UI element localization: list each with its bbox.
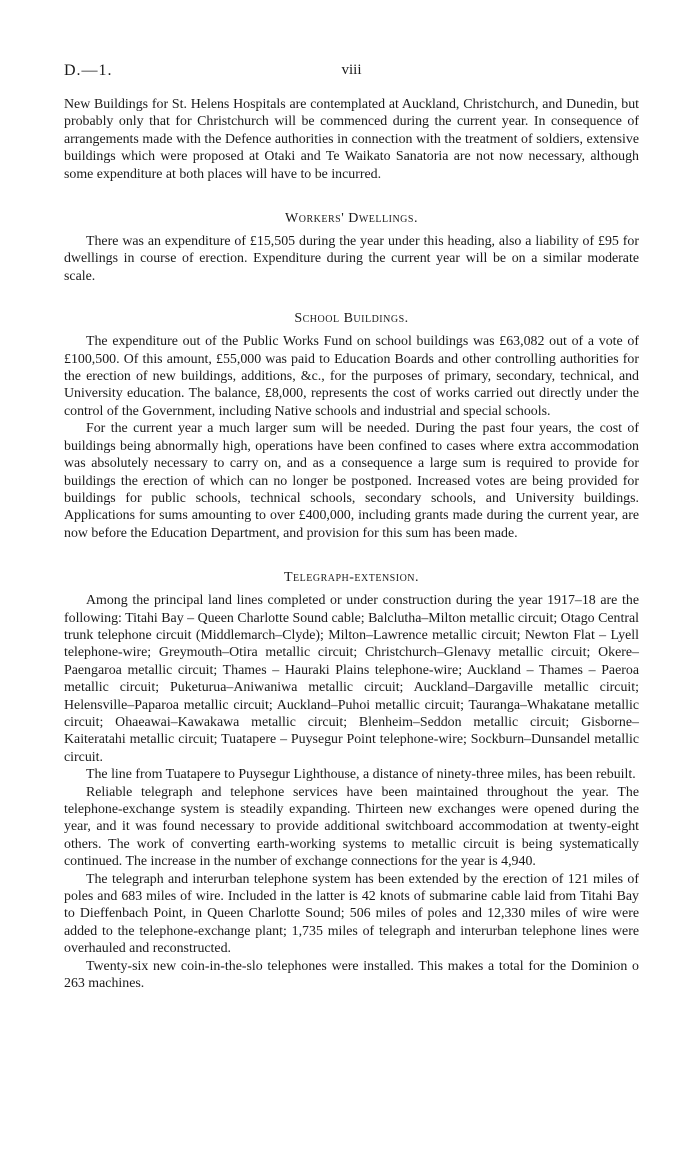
telegraph-paragraph-3: Reliable telegraph and telephone services have been maintained throughout the year. The telephone-exchange system is steadily expanding. Thirteen new exchanges were opened during the year, and it was found necessary to provide additional switchboard accommodation at twenty-eight others. The work of converting earth-working systems to metallic circuit is being systematically continued. The increase in the number of exchange connections for the year is 4,940. [64, 784, 639, 870]
workers-dwellings-paragraph: There was an expenditure of £15,505 during the year under this heading, also a liability of £95 for dwellings in course of erection. Expenditure during the current year will be on a similar moderate scale. [64, 234, 639, 284]
page-header [64, 62, 639, 82]
telegraph-paragraph-4: The telegraph and interurban telephone system has been extended by the erection of 121 miles of poles and 683 miles of wire. Included in the latter is 42 knots of submarine cable laid from Titahi Bay to Dieffenbach Point, in Queen Charlotte Sound; 506 miles of poles and 12,330 miles of wire were added to the telephone-exchange plant; 1,735 miles of telegraph and interurban telephone lines were overhauled and reconstructed. [64, 871, 639, 957]
school-buildings-paragraph-2: For the current year a much larger sum will be needed. During the past four years, the cost of buildings being abnormally high, operations have been confined to cases where extra accommodation was absolutely necessary to carry on, and as a consequence a large sum is required to provide for buildings the erection of which can no longer be postponed. Increased votes are being provided for buildings for public schools, technical schools, secondary schools, and University buildings. Applications for sums amounting to over £400,000, including grants made during the current year, are now before the Education Department, and provision for this sum has been made. [64, 421, 639, 541]
telegraph-extension-heading: Telegraph-extension. [283, 570, 420, 586]
intro-paragraph: New Buildings for St. Helens Hospitals are contemplated at Auckland, Christchurch, and Dunedin, but probably only that for Christchurch will be commenced during the current year. In consequence of arrangements made with the Defence authorities in connection with the treatment of soldiers, extensive buildings which were proposed at Otaki and Te Waikato Sanatoria are not now necessary, although some expenditure at both places will have to be incurred. [64, 97, 639, 182]
document-reference: D.—1. [64, 62, 113, 79]
page-number: viii [341, 62, 362, 78]
telegraph-paragraph-2: The line from Tuatapere to Puysegur Lighthouse, a distance of ninety-three miles, has been rebuilt. [86, 767, 636, 783]
telegraph-paragraph-1: Among the principal land lines completed or under construction during the year 1917–18 are the following: Titahi Bay – Queen Charlotte Sound cable; Balclutha–Milton metallic circuit; Otago Central trunk telephone circuit (Middlemarch–Clyde); Milton–Lawrence metallic circuit; Newton Flat – Lyell telephone-wire; Greymouth–Otira metallic circuit; Christchurch–Glenavy metallic circuit; Okere–Paengaroa metallic circuit; Thames – Hauraki Plains telephone-wire; Auckland – Thames – Paeroa metallic circuit; Puketurua–Aniwaniwa metallic circuit; Auckland–Dargaville metallic circuit; Helensville–Paparoa metallic circuit; Auckland–Puhoi metallic circuit; Tauranga–Whakatane metallic circuit; Ohaeawai–Kawakawa metallic circuit; Blenheim–Seddon metallic circuit; Gisborne–Kaiteratahi metallic circuit; Tuatapere – Puysegur Point telephone-wire; Sockburn–Dunsandel metallic circuit. [64, 593, 639, 765]
workers-dwellings-heading: Workers' Dwellings. [285, 211, 418, 227]
school-buildings-paragraph-1: The expenditure out of the Public Works Fund on school buildings was £63,082 out of a vote of £100,500. Of this amount, £55,000 was paid to Education Boards and other controlling authorities for the erection of new buildings, additions, &c., for the purposes of primary, secondary, technical, and University education. The balance, £8,000, represents the cost of works carried out directly under the control of the Government, including Native schools and industrial and special schools. [64, 334, 639, 419]
page-body [64, 96, 639, 992]
telegraph-paragraph-5: Twenty-six new coin-in-the-slo telephones were installed. This makes a total for the Dominion o 263 machines. [64, 958, 639, 992]
school-buildings-heading: School Buildings. [294, 311, 409, 327]
